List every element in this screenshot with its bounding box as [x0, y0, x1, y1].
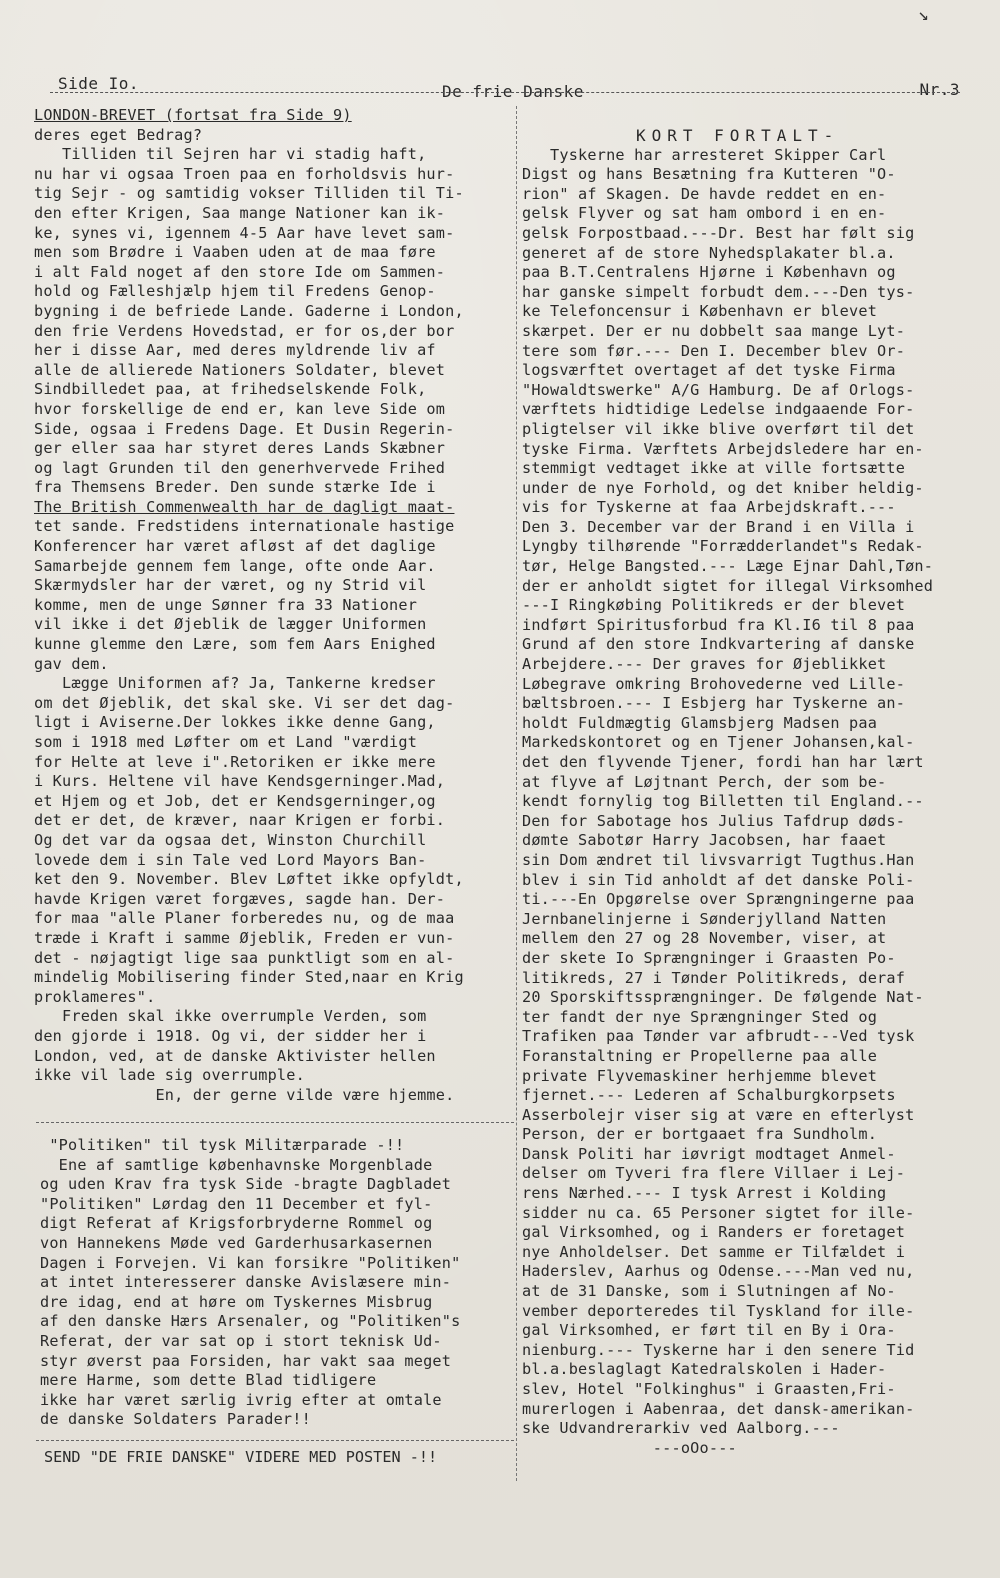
kort-line: Digst og hans Besætning fra Kutteren "O-	[522, 165, 896, 184]
header-divider	[50, 92, 960, 93]
kort-line: Løbegrave omkring Brohovederne ved Lille-	[522, 674, 906, 693]
kort-line: ter fandt der nye Sprængninger Sted og	[522, 1007, 878, 1026]
kort-line: Markedskontoret og en Tjener Johansen,kal-	[522, 733, 915, 752]
london-line: ke, synes vi, igennem 4-5 Aar have levet sam-	[34, 223, 455, 242]
politiken-line: dre idag, end at høre om Tyskernes Misbrug	[40, 1292, 433, 1311]
london-line: men som Brødre i Vaaben uden at de maa føre	[34, 243, 436, 262]
politiken-line: von Hannekens Møde ved Garderhusarkasernen	[40, 1233, 433, 1252]
kort-line: der skete Io Sprængninger i Graasten Po-	[522, 948, 896, 967]
london-line: for maa "alle Planer forberedes nu, og de maa	[34, 909, 455, 928]
london-line: for Helte at leve i".Retoriken er ikke mere	[34, 752, 436, 771]
kort-line: der er anholdt sigtet for illegal Virksomhed	[522, 576, 934, 595]
kort-line: gelsk Flyver og sat ham ombord i en en-	[522, 204, 887, 223]
article-divider	[36, 1122, 514, 1123]
politiken-line: af den danske Hærs Arsenaler, og "Politiken"s	[40, 1312, 461, 1331]
kort-line: ---oOo---	[522, 1438, 737, 1457]
politiken-line: og uden Krav fra tysk Side -bragte Dagbladet	[40, 1175, 452, 1194]
kort-line: Grund af den store Indkvartering af danske	[522, 635, 915, 654]
kort-line: paa B.T.Centralens Hjørne i København og	[522, 263, 896, 282]
london-line: ger eller saa har styret deres Lands Skæbner	[34, 439, 446, 458]
politiken-line: styr øverst paa Forsiden, har vakt saa meget	[40, 1351, 452, 1370]
kort-line: Tyskerne har arresteret Skipper Carl	[522, 145, 887, 164]
kort-line: nienburg.--- Tyskerne har i den senere Tid	[522, 1340, 915, 1359]
kort-line: sidder nu ca. 65 Personer sigtet for ille-	[522, 1203, 915, 1222]
london-line: ket den 9. November. Blev Løftet ikke opfyldt,	[34, 870, 464, 889]
london-line: bygning i de befriede Lande. Gaderne i London,	[34, 301, 464, 320]
kort-line: stemmigt vedtaget ikke at ville fortsætte	[522, 459, 906, 478]
london-line: alle de allierede Nationers Soldater, blevet	[34, 360, 446, 379]
politiken-line: Referat, der var sat op i stort teknisk Ud-	[40, 1331, 442, 1350]
london-line: Tilliden til Sejren har vi stadig haft,	[34, 145, 427, 164]
kort-line: "Howaldtswerke" A/G Hamburg. De af Orlogs-	[522, 380, 915, 399]
london-line: og lagt Grunden til den generhvervede Frihed	[34, 458, 446, 477]
london-line: Lægge Uniformen af? Ja, Tankerne kredser	[34, 674, 436, 693]
politiken-line: at intet interesserer danske Avislæsere min-	[40, 1273, 452, 1292]
london-line: den frie Verdens Hovedstad, er for os,der bor	[34, 321, 455, 340]
kort-fortalt-heading: KORT FORTALT-	[636, 126, 840, 145]
kort-line: gal Virksomhed, er ført til en By i Ora-	[522, 1321, 896, 1340]
kort-line: nye Anholdelser. Det samme er Tilfældet i	[522, 1242, 906, 1261]
kort-line: logsværftet overtaget af det tyske Firma	[522, 361, 896, 380]
kort-line: det den flyvende Tjener, fordi han har lært	[522, 753, 924, 771]
london-line: den gjorde i 1918. Og vi, der sidder her i	[34, 1026, 427, 1045]
london-letter-article	[34, 106, 514, 1105]
kort-line	[522, 126, 972, 146]
politiken-line: Ene af samtlige københavnske Morgenblade	[40, 1155, 433, 1174]
kort-line: Arbejdere.--- Der graves for Øjeblikket	[522, 655, 887, 674]
kort-line: Dansk Politi har iøvrigt modtaget Anmel-	[522, 1144, 896, 1163]
london-line: i alt Fald noget af den store Ide om Sammen-	[34, 262, 446, 281]
kort-line: blev i sin Tid anholdt af det danske Poli-	[522, 870, 915, 889]
kort-line: har ganske simpelt forbudt dem.---Den tys-	[522, 282, 915, 301]
page-number: Side Io.	[58, 74, 140, 93]
london-line: LONDON-BREVET (fortsat fra Side 9)	[34, 106, 352, 124]
kort-line: generet af de store Nyhedsplakater bl.a.	[522, 243, 896, 262]
london-line: Konferencer har været afløst af det daglige	[34, 537, 436, 556]
kort-line: private Flyvemaskiner herhjemme blevet	[522, 1066, 878, 1085]
kort-line: Trafiken paa Tønder var afbrudt---Ved tysk	[522, 1027, 915, 1046]
kort-line: tør, Helge Bangsted.--- Læge Ejnar Dahl,Tøn-	[522, 557, 934, 576]
politiken-article	[40, 1136, 510, 1430]
kort-line: Den 3. December var der Brand i en Villa i	[522, 517, 915, 536]
kort-line: delser om Tyveri fra flere Villaer i Lej-	[522, 1164, 906, 1183]
london-line: Freden skal ikke overrumple Verden, som	[34, 1007, 427, 1026]
kort-line: Haderslev, Aarhus og Odense.---Man ved nu,	[522, 1262, 915, 1281]
kort-line: at flyve af Løjtnant Perch, der som be-	[522, 772, 887, 791]
kort-line: Asserbolejr viser sig at være en efterlyst	[522, 1105, 915, 1124]
kort-line: skærpet. Der er nu dobbelt saa mange Lyt-	[522, 321, 906, 340]
london-line: tet sande. Fredstidens internationale hastige	[34, 517, 455, 536]
kort-line: tyske Firma. Værftets Arbejdsledere har en-	[522, 439, 924, 458]
kort-line: kendt fornylig tog Billetten til England.--	[522, 792, 924, 811]
london-line: mindelig Mobilisering finder Sted,naar en Krig	[34, 968, 464, 987]
london-line: som i 1918 med Løfter om et Land "værdigt	[34, 733, 418, 751]
kort-line: under de nye Forhold, og det kniber heldig-	[522, 478, 924, 497]
london-line: Sindbilledet paa, at frihedselskende Folk,	[34, 380, 427, 399]
london-line: om det Øjeblik, det skal ske. Vi ser det dag-	[34, 693, 455, 712]
column-divider	[516, 106, 517, 1481]
london-line: komme, men de unge Sønner fra 33 Nationer	[34, 595, 418, 614]
issue-number: Nr.3	[919, 80, 960, 99]
london-line: lovede dem i sin Tale ved Lord Mayors Ban-	[34, 850, 427, 869]
london-line: i Kurs. Heltene vil have Kendsgerninger.Mad,	[34, 772, 446, 791]
kort-line: mellem den 27 og 28 November, viser, at	[522, 929, 887, 948]
kort-line: vis for Tyskerne at faa Arbejdskraft.---	[522, 498, 896, 517]
kort-line: holdt Fuldmægtig Glamsbjerg Madsen paa	[522, 713, 878, 732]
kort-line: fjernet.--- Lederen af Schalburgkorpsets	[522, 1086, 896, 1105]
london-line: fra Themsens Breder. Den sunde stærke Ide i	[34, 478, 436, 497]
kort-line: Jernbanelinjerne i Sønderjylland Natten	[522, 909, 887, 928]
kort-fortalt-article	[522, 126, 972, 1458]
footer-slogan: SEND "DE FRIE DANSKE" VIDERE MED POSTEN -!!	[44, 1448, 438, 1466]
kort-line: bæltsbroen.--- I Esbjerg har Tyskerne an-	[522, 694, 906, 713]
kort-line: gelsk Forpostbaad.---Dr. Best har følt sig	[522, 223, 915, 242]
kort-line: murerlogen i Aabenraa, det dansk-amerikan-	[522, 1399, 915, 1418]
london-line: deres eget Bedrag?	[34, 125, 203, 144]
kort-line: ke Telefoncensur i København er blevet	[522, 302, 878, 321]
london-line: London, ved, at de danske Aktivister hellen	[34, 1046, 436, 1065]
politiken-line: digt Referat af Krigsforbryderne Rommel og	[40, 1214, 433, 1233]
london-line: Og det var da ogsaa det, Winston Churchill	[34, 830, 427, 849]
kort-line: rion" af Skagen. De havde reddet en en-	[522, 184, 887, 203]
kort-line: rens Nærhed.--- I tysk Arrest i Kolding	[522, 1184, 887, 1203]
politiken-line: "Politiken" Lørdag den 11 December et fyl-	[40, 1194, 433, 1213]
london-line: Samarbejde gennem fem lange, ofte onde Aar.	[34, 556, 436, 575]
kort-line: bl.a.beslaglagt Katedralskolen i Hader-	[522, 1360, 887, 1379]
kort-line: Den for Sabotage hos Julius Tafdrup døds-	[522, 811, 906, 830]
london-line: træde i Kraft i samme Øjeblik, Freden er vun-	[34, 928, 455, 947]
kort-line: litikreds, 27 i Tønder Politikreds, deraf	[522, 968, 906, 987]
london-line: nu har vi ogsaa Troen paa en forholdsvis hur-	[34, 164, 455, 183]
politiken-line: de danske Soldaters Parader!!	[40, 1410, 311, 1429]
paper-title: De frie Danske	[442, 82, 584, 101]
kort-line: ske Udvandrerarkiv ved Aalborg.---	[522, 1419, 840, 1438]
politiken-line: ikke har været særlig ivrig efter at omtale	[40, 1390, 442, 1409]
kort-line: gal Virksomhed, og i Randers er foretaget	[522, 1223, 906, 1242]
kort-line: Lyngby tilhørende "Forrædderlandet"s Redak-	[522, 537, 924, 556]
london-line: det er det, de kræver, naar Krigen er forbi.	[34, 811, 446, 830]
politiken-line: mere Harme, som dette Blad tidligere	[40, 1371, 377, 1390]
london-line: den efter Krigen, Saa mange Nationer kan ik-	[34, 203, 446, 222]
kort-line: ---I Ringkøbing Politikreds er der blevet	[522, 596, 906, 615]
london-line: ikke vil lade sig overrumple.	[34, 1066, 305, 1085]
kort-line: vember deporteredes til Tyskland for ille-	[522, 1301, 915, 1320]
page-header	[52, 74, 960, 101]
kort-line: ti.---En Opgørelse over Sprængningerne paa	[522, 890, 915, 909]
kort-line: pligtelser vil ikke blive overført til det	[522, 419, 915, 438]
kort-line: Person, der er bortgaaet fra Sundholm.	[522, 1125, 878, 1144]
kort-line: at de 31 Danske, som i Slutningen af No-	[522, 1282, 896, 1301]
footer-divider	[36, 1440, 514, 1441]
kort-line: 20 Sporskiftssprængninger. De følgende Nat-	[522, 988, 924, 1007]
politiken-line: Dagen i Forvejen. Vi kan forsikre "Politiken"	[40, 1253, 461, 1272]
london-line: det - nøjagtigt lige saa punktligt som en al-	[34, 948, 455, 967]
london-line: Skærmydsler har der været, og ny Strid vil	[34, 576, 427, 595]
london-line: hvor forskellige de end er, kan leve Side om	[34, 399, 446, 418]
london-line: et Hjem og et Job, det er Kendsgerninger,og	[34, 791, 436, 810]
london-line: ligt i Aviserne.Der lokkes ikke denne Gang,	[34, 713, 436, 732]
kort-line: slev, Hotel "Folkinghus" i Graasten,Fri-	[522, 1380, 896, 1398]
london-line: kunne glemme den Lære, som fem Aars Enighed	[34, 635, 436, 654]
ink-mark: ↘	[918, 4, 929, 25]
london-line: The British Commenwealth har de dagligt maat-	[34, 497, 455, 516]
london-line: vil ikke i det Øjeblik de lægger Uniformen	[34, 615, 427, 634]
politiken-line: "Politiken" til tysk Militærparade -!!	[40, 1136, 405, 1154]
kort-line: Foranstaltning er Propellerne paa alle	[522, 1046, 878, 1065]
london-line: gav dem.	[34, 654, 109, 673]
london-line: tig Sejr - og samtidig vokser Tilliden til Ti-	[34, 184, 464, 203]
kort-line: værftets hidtidige Ledelse indgaaende For-	[522, 400, 915, 419]
london-line: En, der gerne vilde være hjemme.	[34, 1085, 455, 1104]
london-line: hold og Fælleshjælp hjem til Fredens Genop-	[34, 282, 436, 301]
london-line: havde Krigen været forgæves, sagde han. Der-	[34, 889, 446, 908]
kort-line: tere som før.--- Den I. December blev Or-	[522, 341, 906, 360]
london-line: her i disse Aar, med deres myldrende liv af	[34, 341, 436, 360]
london-line: proklameres".	[34, 987, 156, 1006]
london-line: Side, ogsaa i Fredens Dage. Et Dusin Regerin-	[34, 419, 455, 438]
kort-line: indført Spiritusforbud fra Kl.I6 til 8 paa	[522, 615, 915, 634]
kort-line: sin Dom ændret til livsvarrigt Tugthus.Han	[522, 850, 915, 869]
kort-line: dømte Sabotør Harry Jacobsen, har faaet	[522, 831, 887, 850]
